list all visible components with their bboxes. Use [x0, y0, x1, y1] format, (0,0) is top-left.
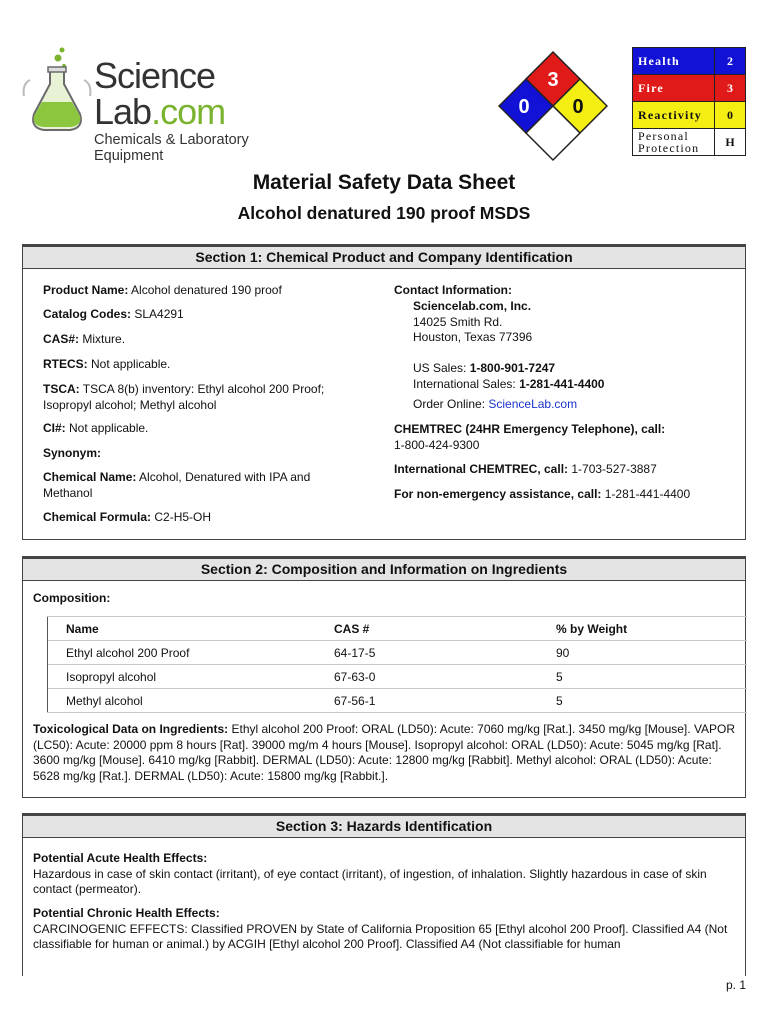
us-sales-phone: 1-800-901-7247 [469, 361, 556, 375]
ingredient-weight: 5 [556, 665, 747, 689]
sciencelab-link[interactable]: ScienceLab.com [488, 397, 578, 411]
column-name: Name [48, 617, 335, 641]
acute-health-effects: Potential Acute Health Effects: Hazardous in case of skin contact (irritant), of eye contact (irritant), of ingestion, of inhalation. Slightly hazardous in case of skin contact (permeator). [33, 851, 707, 896]
ingredient-cas: 67-56-1 [334, 689, 556, 713]
hmis-fire-value: 3 [715, 75, 746, 102]
page-number: p. 1 [725, 978, 746, 992]
cas-field: CAS#: Mixture. [43, 332, 126, 346]
company-name: Sciencelab.com, Inc. [413, 299, 532, 313]
column-cas: CAS # [334, 617, 556, 641]
rtecs-field: RTECS: Not applicable. [43, 357, 171, 371]
catalog-code-field: Catalog Codes: SLA4291 [43, 307, 184, 321]
chemtrec-contact: CHEMTREC (24HR Emergency Telephone), call: 1-800-424-9300 [394, 422, 666, 452]
hmis-health-value: 2 [715, 48, 746, 75]
ingredient-cas: 67-63-0 [334, 665, 556, 689]
ci-field: CI#: Not applicable. [43, 421, 149, 435]
hmis-reactivity-value: 0 [715, 102, 746, 129]
ingredient-name: Isopropyl alcohol [48, 665, 335, 689]
ingredient-cas: 64-17-5 [334, 641, 556, 665]
hmis-protection-label: Personal Protection [633, 129, 715, 156]
section-1-heading: Section 1: Chemical Product and Company Identification [23, 247, 745, 269]
chemical-formula-field: Chemical Formula: C2-H5-OH [43, 510, 212, 524]
product-name-field: Product Name: Alcohol denatured 190 proof [43, 283, 282, 297]
contact-details [394, 283, 734, 503]
nfpa-health-value: 0 [518, 96, 530, 118]
section-3 [22, 815, 746, 976]
composition-table [47, 616, 747, 713]
intl-sales-phone: 1-281-441-4400 [519, 376, 605, 391]
nfpa-reactivity-value: 0 [572, 96, 584, 118]
hmis-rating-table [632, 47, 746, 156]
company-address [394, 299, 734, 361]
address-line-2: Houston, Texas 77396 [413, 330, 533, 344]
ingredient-name: Ethyl alcohol 200 Proof [48, 641, 335, 665]
table-row [48, 665, 748, 689]
hmis-reactivity-label: Reactivity [633, 102, 715, 129]
nfpa-diamond [498, 50, 608, 162]
section-1 [22, 246, 746, 540]
intl-chemtrec-contact: International CHEMTREC, call: 1-703-527-3887 [394, 462, 657, 476]
address-line-1: 14025 Smith Rd. [413, 314, 503, 329]
hmis-protection-value: H [715, 129, 746, 156]
toxicological-data: Toxicological Data on Ingredients: Ethyl alcohol 200 Proof: ORAL (LD50): Acute: 7060 mg/kg [Rat.]. 3450 mg/kg [Mouse]. VAPOR (LC50): Acute: 20000 ppm 8 hours [Rat]. 39000 mg/m 4 hours [Mouse]. Isopropyl alcohol: ORAL (LD50): Acute: 5045 mg/kg [Rat]. 3600 mg/kg [Mouse]. 6410 mg/kg [Rabbit]. DERMAL (LD50): Acute: 12800 mg/kg [Rabbit]. Methyl alcohol: ORAL (LD50): Acute: 5628 mg/kg [Rat.]. DERMAL (LD50): Acute: 15800 mg/kg [Rabbit.]. [33, 722, 736, 783]
logo-tagline: Chemicals & Laboratory Equipment [94, 132, 249, 164]
document-title: Material Safety Data Sheet [252, 171, 516, 194]
chronic-health-effects: Potential Chronic Health Effects: CARCINOGENIC EFFECTS: Classified PROVEN by State of California Proposition 65 [Ethyl alcohol 200 Proof]. Classified A4 (Not classifiable for human or animal.) by ACGIH [Ethyl alcohol 200 Proof]. Classified A4 (Not classifiable for human [33, 906, 728, 951]
flask-icon [20, 44, 92, 144]
section-2-heading: Section 2: Composition and Information on Ingredients [23, 559, 745, 581]
section-2 [22, 558, 746, 798]
table-row [48, 689, 748, 713]
synonym-field: Synonym: [43, 446, 102, 460]
composition-label: Composition: [33, 591, 111, 605]
logo-wordmark: Science Lab.com [94, 55, 226, 132]
sales-phones: US Sales: 1-800-901-7247 International Sales: 1-281-441-4400 [413, 361, 605, 391]
section-3-heading: Section 3: Hazards Identification [23, 816, 745, 838]
ingredient-weight: 90 [556, 641, 747, 665]
ingredient-weight: 5 [556, 689, 747, 713]
contact-label: Contact Information: [394, 283, 512, 297]
non-emergency-contact: For non-emergency assistance, call: 1-281-441-4400 [394, 487, 691, 501]
ingredient-name: Methyl alcohol [48, 689, 335, 713]
chemical-name-field: Chemical Name: Alcohol, Denatured with IPA and Methanol [43, 470, 311, 500]
product-details [43, 283, 373, 530]
tsca-field: TSCA: TSCA 8(b) inventory: Ethyl alcohol 200 Proof; Isopropyl alcohol; Methyl alcohol [43, 382, 325, 412]
order-online: Order Online: ScienceLab.com [413, 397, 578, 411]
hmis-fire-label: Fire [633, 75, 715, 102]
column-weight: % by Weight [556, 617, 747, 641]
document-subtitle: Alcohol denatured 190 proof MSDS [237, 203, 531, 223]
sciencelab-logo [20, 44, 310, 164]
hmis-health-label: Health [633, 48, 715, 75]
nfpa-fire-value: 3 [547, 69, 559, 91]
table-row [48, 641, 748, 665]
table-header-row [48, 617, 748, 641]
